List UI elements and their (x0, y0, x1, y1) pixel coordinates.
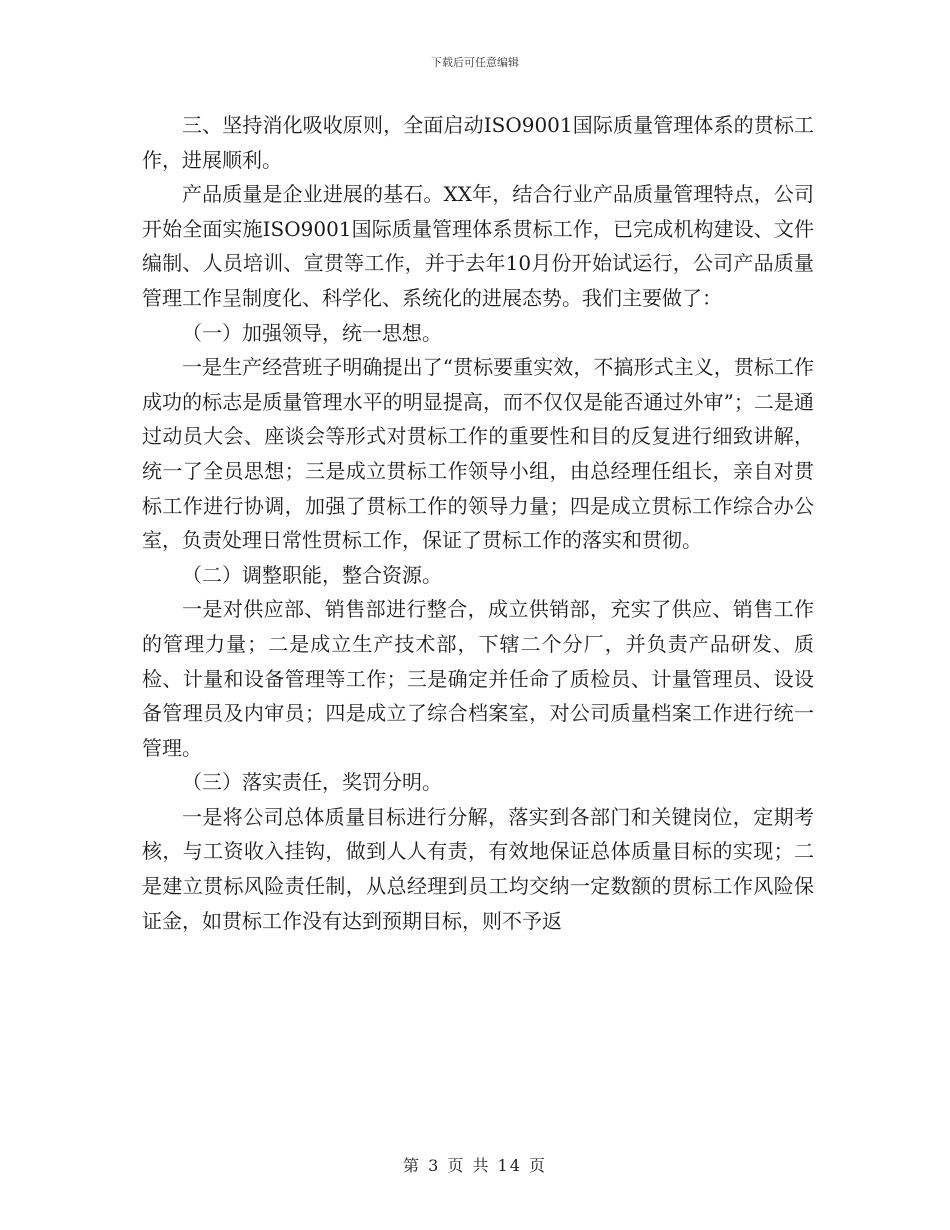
subheading-two: （二）调整职能，整合资源。 (182, 562, 442, 587)
paragraph-responsibility: 一是将公司总体质量目标进行分解，落实到各部门和关键岗位，定期考核，与工资收入挂钩，做到人人有责，有效地保证总体质量目标的实现；二是建立贯标风险责任制，从总经理到员工均交纳一定数额的贯标工作风险保证金，如贯标工作没有达到预期目标，则不予返 (142, 804, 814, 933)
subheading-one: （一）加强领导，统一思想。 (182, 320, 442, 345)
subheading-three: （三）落实责任，奖罚分明。 (182, 770, 442, 795)
paragraph-leadership: 一是生产经营班子明确提出了“贯标要重实效，不搞形式主义，贯标工作成功的标志是质量管理水平的明显提高，而不仅仅是能否通过外审”；二是通过动员大会、座谈会等形式对贯标工作的重要性和目的反复进行细致讲解，统一了全员思想；三是成立贯标工作领导小组，由总经理任组长，亲自对贯标工作进行协调，加强了贯标工作的领导力量；四是成立贯标工作综合办公室，负责处理日常性贯标工作，保证了贯标工作的落实和贯彻。 (142, 355, 814, 553)
page-footer: 第 3 页 共 14 页 (403, 1156, 547, 1175)
document-body (142, 108, 814, 938)
page-header: 下载后可任意编辑 (431, 56, 519, 69)
paragraph-restructure: 一是对供应部、销售部进行整合，成立供销部，充实了供应、销售工作的管理力量；二是成立生产技术部，下辖二个分厂，并负责产品研发、质检、计量和设备管理等工作；三是确定并任命了质检员、计量管理员、设设备管理员及内审员；四是成立了综合档案室，对公司质量档案工作进行统一管理。 (142, 597, 814, 760)
paragraph-section-three: 三、坚持消化吸收原则，全面启动ISO9001国际质量管理体系的贯标工作，进展顺利。 (142, 113, 814, 172)
paragraph-quality-intro: 产品质量是企业进展的基石。XX年，结合行业产品质量管理特点，公司开始全面实施ISO9001国际质量管理体系贯标工作，已完成机构建设、文件编制、人员培训、宣贯等工作，并于去年10月份开始试运行，公司产品质量管理工作呈制度化、科学化、系统化的进展态势。我们主要做了： (142, 182, 814, 310)
